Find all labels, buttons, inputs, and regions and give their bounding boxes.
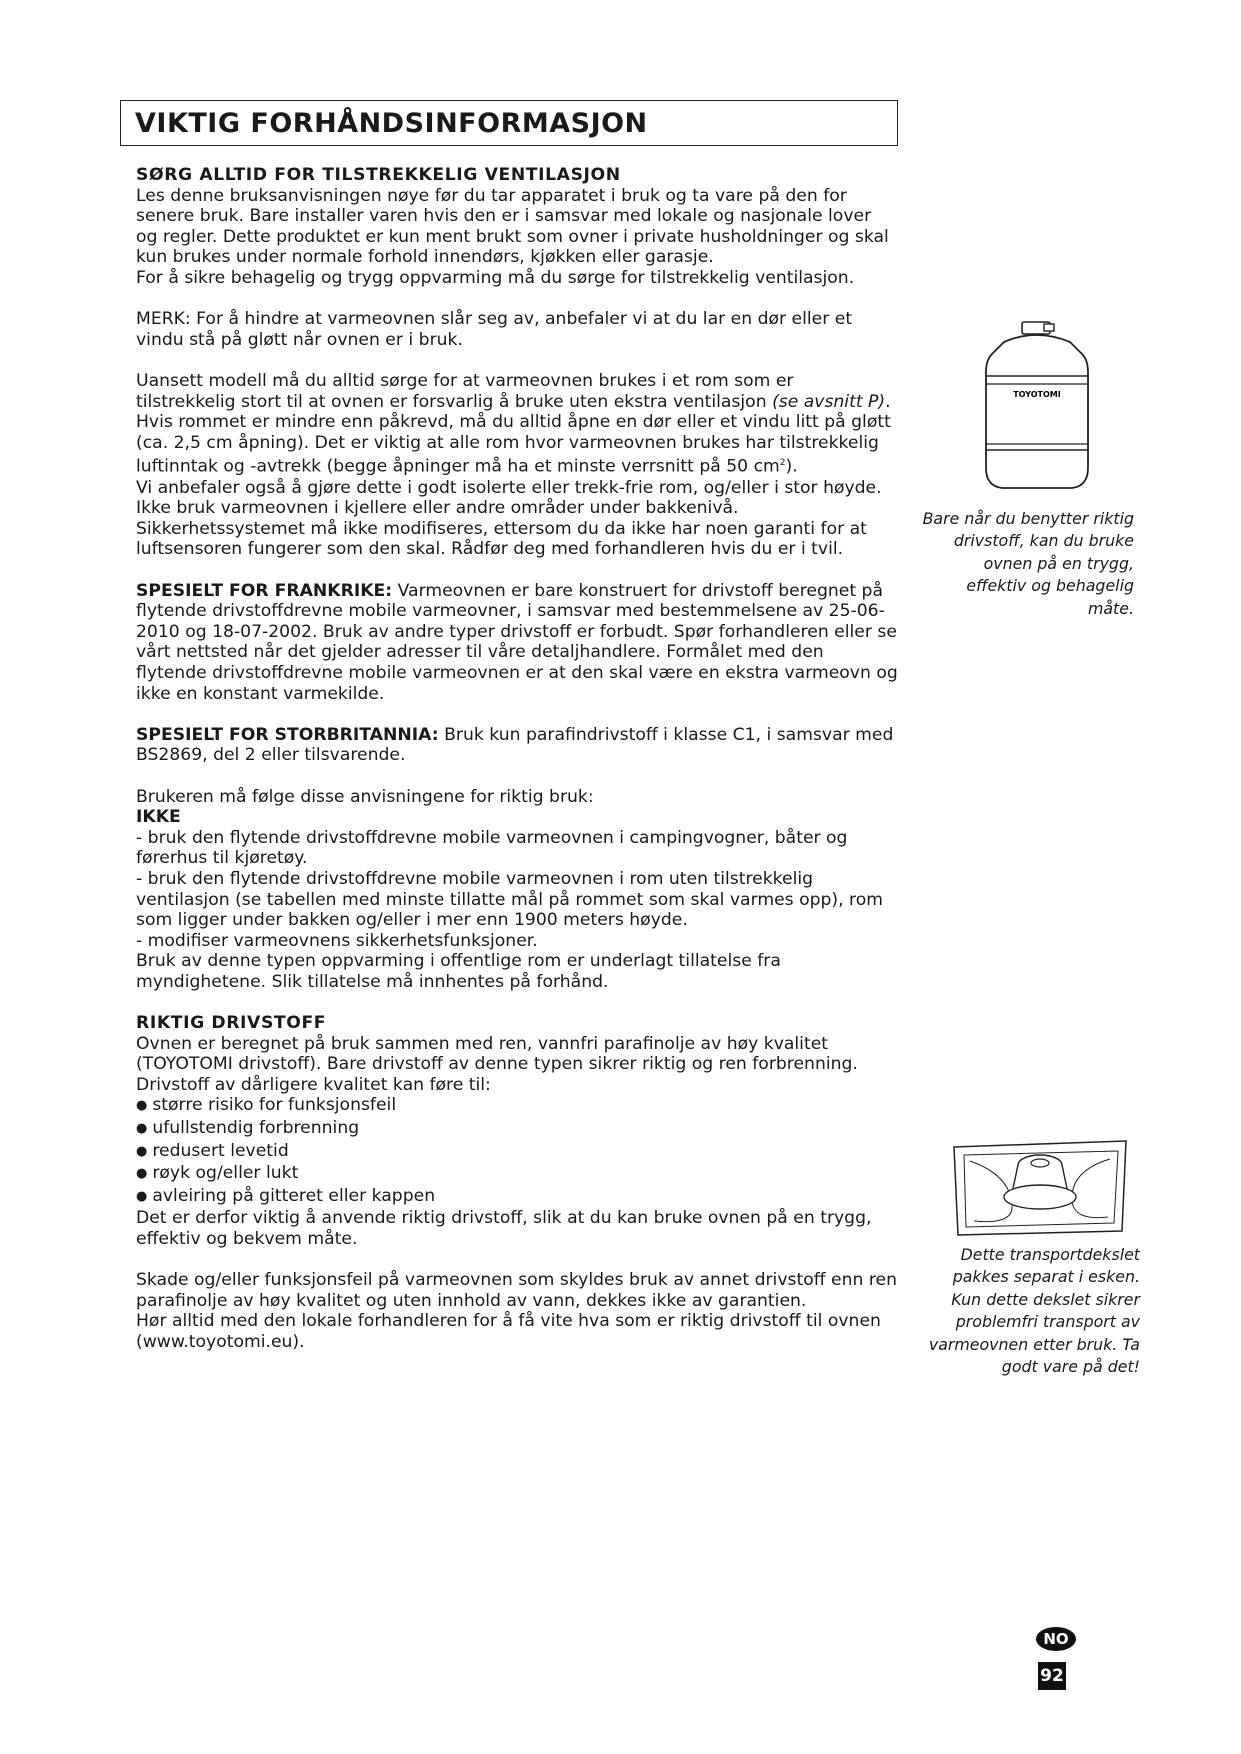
fuel-bullet: ● røyk og/eller lukt xyxy=(136,1163,898,1186)
ventilation-p3-a: Uansett modell må du alltid sørge for at varmeovnen brukes i et rom som er tilstrekkelig stort til at ovnen er forsvarlig å bruke uten ekstra ventilasjon xyxy=(136,370,794,412)
superscript-2: 2 xyxy=(779,458,786,469)
france-text: Varmeovnen er bare konstruert for drivstoff beregnet på flytende drivstoffdrevne mobile varmeovner, i samsvar med bestemmelsene av 25-06-2010 og 18-07-2002. Bruk av andre typer drivstoff er forbudt. Spør forhandleren eller se vårt nettsted når det gjelder adresser til våre detaljhandlere. Formålet med den flytende drivstoffdrevne mobile varmeovnen er at den skal være en ekstra varmeovn og ikke en konstant varmekilde. xyxy=(136,580,898,704)
title-box xyxy=(120,100,898,146)
ventilation-p1: Les denne bruksanvisningen nøye før du tar apparatet i bruk og ta vare på den for senere bruk. Bare installer varen hvis den er i samsvar med lokale og nasjonale lover og regler. Dette produktet er kun ment brukt som ovner i private husholdninger og skal kun brukes under normale forhold innendørs, kjøkken eller garasje. xyxy=(136,185,889,268)
uk-label: SPESIELT FOR STORBRITANNIA: xyxy=(136,724,439,745)
main-text xyxy=(136,165,898,1353)
language-badge: NO xyxy=(1036,1627,1076,1651)
fuel-p3: Skade og/eller funksjonsfeil på varmeovnen som skyldes bruk av annet drivstoff enn ren parafinolje av høy kvalitet og uten innhold av vann, dekkes ikke av garantien. xyxy=(136,1270,897,1311)
fuel-bullet: ● større risiko for funksjonsfeil xyxy=(136,1095,898,1118)
ventilation-p5: Sikkerhetssystemet må ikke modifiseres, ettersom du da ikke har noen garanti for at luftsensoren fungerer som den skal. Rådfør deg med forhandleren hvis du er i tvil. xyxy=(136,518,867,560)
ventilation-note: MERK: For å hindre at varmeovnen slår seg av, anbefaler vi at du lar en dør eller et vindu stå på gløtt når ovnen er i bruk. xyxy=(136,309,853,350)
ventilation-heading: SØRG ALLTID FOR TILSTREKKELIG VENTILASJON xyxy=(136,165,621,185)
transport-cover-illustration xyxy=(950,1135,1130,1240)
usage-public: Bruk av denne typen oppvarming i offentlige rom er underlagt tillatelse fra myndighetene. Slik tillatelse må innhentes på forhånd. xyxy=(136,951,781,992)
fuel-heading: RIKTIG DRIVSTOFF xyxy=(136,1013,327,1034)
ventilation-p4: Vi anbefaler også å gjøre dette i godt isolerte eller trekk-frie rom, og/eller i stor høyde. Ikke bruk varmeovnen i kjellere eller andre områder under bakkenivå. xyxy=(136,477,882,519)
fuel-p2: Det er derfor viktig å anvende riktig drivstoff, slik at du kan bruke ovnen på en trygg, effektiv og bekvem måte. xyxy=(136,1208,872,1250)
usage-item: - bruk den flytende drivstoffdrevne mobile varmeovnen i campingvogner, båter og førerhus til kjøretøy. xyxy=(136,827,848,869)
fuel-bullet: ● redusert levetid xyxy=(136,1141,898,1164)
ventilation-p3-end: ). xyxy=(785,457,798,478)
usage-item: - modifiser varmeovnens sikkerhetsfunksjoner. xyxy=(136,930,538,951)
france-paragraph xyxy=(136,581,898,705)
page-number: 92 xyxy=(1038,1662,1066,1690)
uk-text: Bruk kun parafindrivstoff i klasse C1, i samsvar med BS2869, del 2 eller tilsvarende. xyxy=(136,724,894,766)
fuel-bullet: ● avleiring på gitteret eller kappen xyxy=(136,1186,898,1209)
ventilation-p3 xyxy=(136,371,898,478)
can-brand-label: TOYOTOMI xyxy=(1013,390,1061,399)
fuel-can-illustration xyxy=(982,320,1092,492)
fuel-p1: Ovnen er beregnet på bruk sammen med ren, vannfri parafinolje av høy kvalitet (TOYOTOMI drivstoff). Bare drivstoff av denne typen sikrer riktig og ren forbrenning. Drivstoff av dårligere kvalitet kan føre til: xyxy=(136,1033,858,1095)
ventilation-p3-b: . Hvis rommet er mindre enn påkrevd, må du alltid åpne en dør eller et vindu litt på gløtt (ca. 2,5 cm åpning). Det er viktig at alle rom hvor varmeovnen brukes har tilstrekkelig luftinntak og -avtrekk (begge åpninger må ha et minste verrsnitt på 50 cm xyxy=(136,391,891,478)
page-title: VIKTIG FORHÅNDSINFORMASJON xyxy=(135,107,648,139)
france-label: SPESIELT FOR FRANKRIKE: xyxy=(136,580,393,601)
usage-item: - bruk den flytende drivstoffdrevne mobile varmeovnen i rom uten tilstrekkelig ventilasjon (se tabellen med minste tillatte mål på rommet som skal varmes opp), rom som ligger under bakken og/eller i mer enn 1900 meters høyde. xyxy=(136,868,884,931)
ventilation-p3-em: (se avsnitt P) xyxy=(772,391,886,412)
uk-paragraph xyxy=(136,725,898,766)
ventilation-p2: For å sikre behagelig og trygg oppvarming må du sørge for tilstrekkelig ventilasjon. xyxy=(136,267,855,288)
usage-intro: Brukeren må følge disse anvisningene for riktig bruk: xyxy=(136,786,594,807)
usage-ikke: IKKE xyxy=(136,807,181,828)
fuel-p4: Hør alltid med den lokale forhandleren for å få vite hva som er riktig drivstoff til ovnen (www.toyotomi.eu). xyxy=(136,1311,881,1352)
caption-correct-fuel: Bare når du benytter riktig drivstoff, kan du bruke ovnen på en trygg, effektiv og behagelig måte. xyxy=(922,509,1134,618)
caption-transport-cover: Dette transportdekslet pakkes separat i esken. Kun dette dekslet sikrer problemfri transport av varmeovnen etter bruk. Ta godt vare på det! xyxy=(928,1245,1140,1377)
fuel-bullet: ● ufullstendig forbrenning xyxy=(136,1118,898,1141)
